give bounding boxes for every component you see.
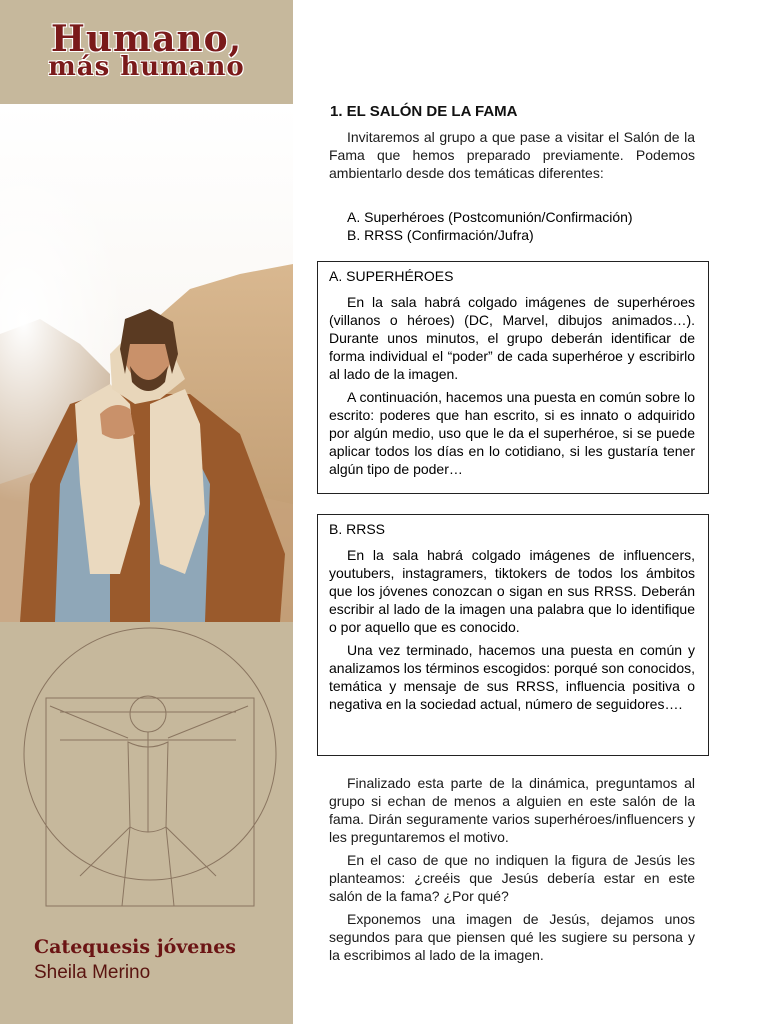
title-line-2: más humano [48, 52, 245, 82]
box-a-body [329, 293, 695, 483]
closing-paragraph-2: En el caso de que no indiquen la figura de Jesús les planteamos: ¿creéis que Jesús debería estar en este salón de la fama? ¿Por qué? [329, 852, 695, 904]
box-superheroes [317, 261, 709, 494]
box-b-paragraph-2: Una vez terminado, hacemos una puesta en común y analizamos los términos escogidos: porqué son conocidos, temática y mensaje de sus RRSS, influencia positiva o negativa en la sociedad actual, número de seguidores…. [329, 642, 695, 712]
closing-text [329, 774, 695, 969]
title-banner [0, 0, 293, 104]
box-a-paragraph-1: En la sala habrá colgado imágenes de superhéroes (villanos o héroes) (DC, Marvel, dibujos animados…). Durante unos minutos, el grupo deberán identificar de forma individual el “poder” de cada superhéroe y escribirlo al lado de la imagen. [329, 294, 695, 382]
box-a-paragraph-2: A continuación, hacemos una puesta en común sobre lo escrito: poderes que han escrito, si es innato o adquirido por algún medio, uso que le da el superhéroe, si se puede aplicar todos los días en lo cotidiano, si les gustaría tener algún tipo de poder… [329, 389, 695, 477]
option-b: B. RRSS (Confirmación/Jufra) [347, 227, 534, 243]
box-a-title: A. SUPERHÉROES [329, 268, 454, 284]
box-b-title: B. RRSS [329, 521, 386, 537]
vitruvian-man-drawing [0, 622, 293, 932]
intro-paragraph: Invitaremos al grupo a que pase a visitar el Salón de la Fama que hemos preparado previamente. Podemos ambientarlo desde dos temáticas diferentes: [329, 129, 695, 181]
intro-text [329, 128, 695, 182]
box-rrss [317, 514, 709, 756]
box-b-body [329, 546, 695, 718]
section-heading: 1. EL SALÓN DE LA FAMA [330, 103, 518, 120]
series-subtitle: Catequesis jóvenes [34, 936, 236, 958]
closing-paragraph-1: Finalizado esta parte de la dinámica, preguntamos al grupo si echan de menos a alguien en este salón de la fama. Dirán seguramente varios superhéroes/influencers y les preguntaremos el motivo. [329, 775, 695, 845]
box-b-paragraph-1: En la sala habrá colgado imágenes de influencers, youtubers, instagramers, tiktokers de todos los ámbitos que los jóvenes conozcan o sigan en sus RRSS. Deberán escribir al lado de la imagen una palabra que lo identifique o por aquello que es conocido. [329, 547, 695, 635]
theme-options [347, 208, 633, 244]
closing-paragraph-3: Exponemos una imagen de Jesús, dejamos unos segundos para que piensen qué les sugiere su persona y la escribimos al lado de la imagen. [329, 911, 695, 963]
sidebar [0, 0, 293, 1024]
option-a: A. Superhéroes (Postcomunión/Confirmación) [347, 209, 633, 225]
title-line-1: Humano, [50, 18, 243, 60]
jesus-photo [0, 104, 293, 622]
author-name: Sheila Merino [34, 962, 151, 983]
